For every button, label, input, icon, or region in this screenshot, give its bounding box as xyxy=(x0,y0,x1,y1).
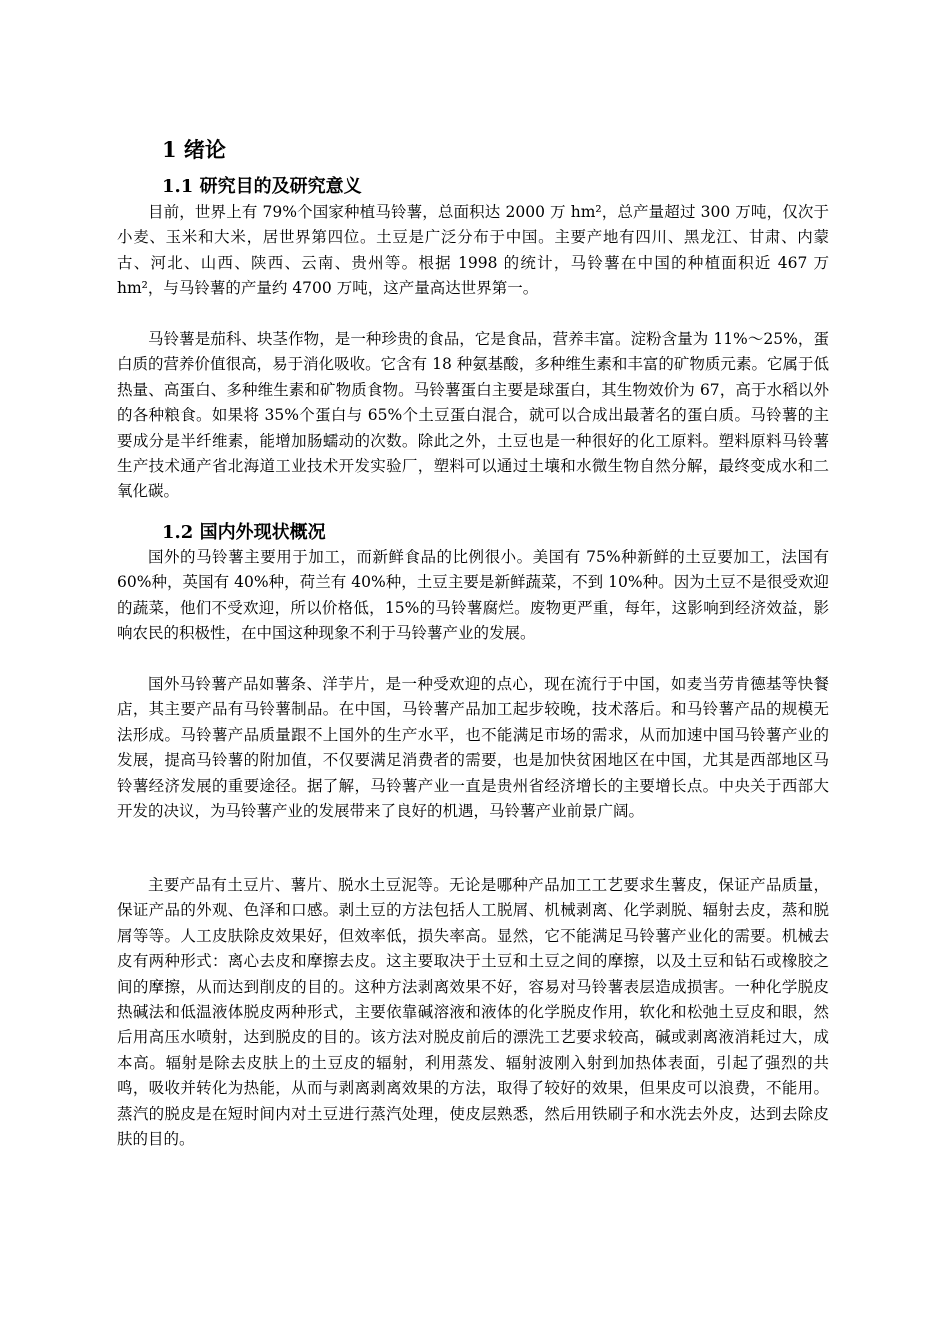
section-heading-1-2: 1.2 国内外现状概况 xyxy=(162,522,326,543)
paragraph: 马铃薯是茄科、块茎作物，是一种珍贵的食品，它是食品，营养丰富。淀粉含量为 11%～25%，蛋白质的营养价值很高，易于消化吸收。它含有 18 种氨基酸，多种维生素和丰富的矿物质元素。它属于低热量、高蛋白、多种维生素和矿物质食物。马铃薯蛋白主要是球蛋白，其生物效价为 67，高于水稻以外的各种粮食。如果将 35%个蛋白与 65%个土豆蛋白混合，就可以合成出最著名的蛋白质。马铃薯的主要成分是半纤维素，能增加肠蠕动的次数。除此之外，土豆也是一种很好的化工原料。塑料原料马铃薯生产技术通产省北海道工业技术开发实验厂，塑料可以通过土壤和水微生物自然分解，最终变成水和二氧化碳。 xyxy=(117,330,829,501)
paragraph: 主要产品有土豆片、薯片、脱水土豆泥等。无论是哪种产品加工工艺要求生薯皮，保证产品质量，保证产品的外观、色泽和口感。剥土豆的方法包括人工脱屑、机械剥离、化学剥脱、辐射去皮，蒸和脱屑等等。人工皮肤除皮效果好，但效率低，损失率高。显然，它不能满足马铃薯产业化的需要。机械去皮有两种形式：离心去皮和摩擦去皮。这主要取决于土豆和土豆之间的摩擦，以及土豆和钻石或橡胶之间的摩擦，从而达到削皮的目的。这种方法剥离效果不好，容易对马铃薯表层造成损害。一种化学脱皮热碱法和低温液体脱皮两种形式，主要依靠碱溶液和液体的化学脱皮作用，软化和松弛土豆皮和眼，然后用高压水喷射，达到脱皮的目的。该方法对脱皮前后的漂洗工艺要求较高，碱或剥离液消耗过大，成本高。辐射是除去皮肤上的土豆皮的辐射，利用蒸发、辐射波刚入射到加热体表面，引起了强烈的共鸣，吸收并转化为热能，从而与剥离剥离效果的方法，取得了较好的效果，但果皮可以浪费，不能用。蒸汽的脱皮是在短时间内对土豆进行蒸汽处理，使皮层熟悉，然后用铁刷子和水洗去外皮，达到去除皮肤的目的。 xyxy=(117,876,829,1149)
section-heading-1-1: 1.1 研究目的及研究意义 xyxy=(162,176,362,197)
chapter-title: 1 绪论 xyxy=(162,137,226,162)
paragraph: 目前，世界上有 79%个国家种植马铃薯，总面积达 2000 万 hm²，总产量超过 300 万吨，仅次于小麦、玉米和大米，居世界第四位。土豆是广泛分布于中国。主要产地有四川、黑龙江、甘肃、内蒙古、河北、山西、陕西、云南、贵州等。根据 1998 的统计，马铃薯在中国的种植面积近 467 万 hm²，与马铃薯的产量约 4700 万吨，这产量高达世界第一。 xyxy=(117,203,829,298)
paragraph: 国外马铃薯产品如薯条、洋芋片，是一种受欢迎的点心，现在流行于中国，如麦当劳肯德基等快餐店，其主要产品有马铃薯制品。在中国，马铃薯产品加工起步较晚，技术落后。和马铃薯产品的规模无法形成。马铃薯产品质量跟不上国外的生产水平，也不能满足市场的需求，从而加速中国马铃薯产业的发展，提高马铃薯的附加值，不仅要满足消费者的需要，也是加快贫困地区在中国，尤其是西部地区马铃薯经济发展的重要途径。据了解，马铃薯产业一直是贵州省经济增长的主要增长点。中央关于西部大开发的决议，为马铃薯产业的发展带来了良好的机遇，马铃薯产业前景广阔。 xyxy=(117,675,829,821)
paragraph: 国外的马铃薯主要用于加工，而新鲜食品的比例很小。美国有 75%种新鲜的土豆要加工，法国有 60%种，英国有 40%种，荷兰有 40%种，土豆主要是新鲜蔬菜，不到 10%种。因为土豆不是很受欢迎的蔬菜，他们不受欢迎，所以价格低，15%的马铃薯腐烂。废物更严重，每年，这影响到经济效益，影响农民的积极性，在中国这种现象不利于马铃薯产业的发展。 xyxy=(117,548,829,643)
